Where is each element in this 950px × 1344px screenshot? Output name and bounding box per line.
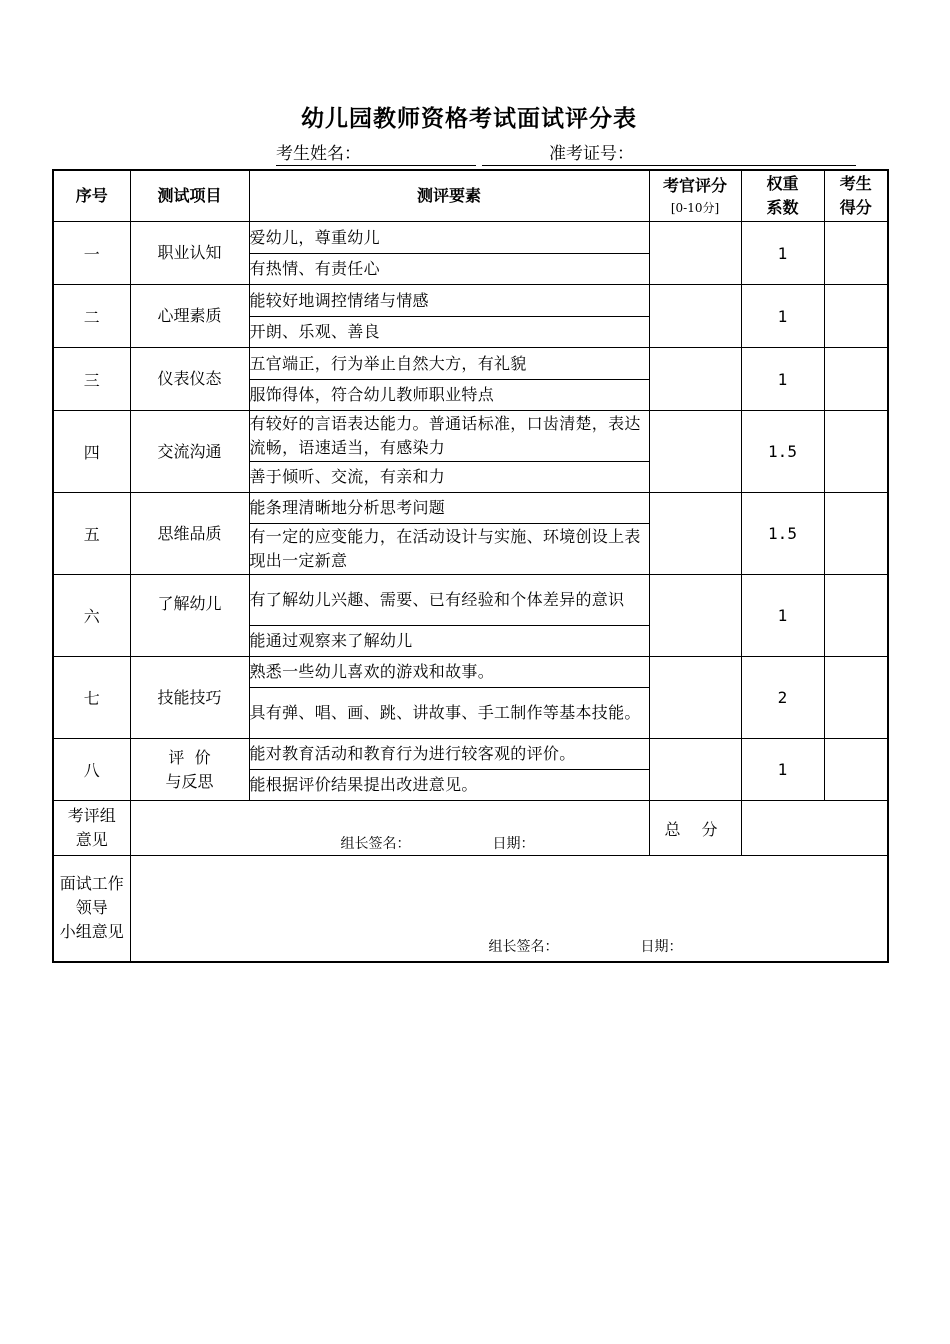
row-weight: 1.5 [741,411,824,493]
page-title: 幼儿园教师资格考试面试评分表 [301,106,637,132]
examiner-score-cell[interactable] [649,493,741,575]
header-weight-line1: 权重 [766,174,799,193]
header-weight-line2: 系数 [766,198,799,217]
candidate-name-field[interactable] [276,143,476,166]
header-weight [741,170,824,222]
table-row [53,657,888,688]
row-seq: 二 [53,285,130,348]
examiner-score-cell[interactable] [649,348,741,411]
table-row [53,222,888,254]
row-item: 职业认知 [130,222,249,285]
header-candidate-score [824,170,888,222]
review-group-row [53,801,888,856]
total-score-cell[interactable] [741,801,888,856]
row-item: 思维品质 [130,493,249,575]
examiner-score-cell[interactable] [649,222,741,285]
table-row [53,348,888,380]
table-row [53,575,888,626]
row-requirement: 开朗、乐观、善良 [249,317,649,348]
row-weight: 1 [741,348,824,411]
header-examiner-score-label: 考官评分 [662,176,727,195]
table-row [53,493,888,524]
row-seq: 六 [53,575,130,657]
row-item-line1: 评 价 [168,747,211,767]
candidate-score-cell[interactable] [824,348,888,411]
candidate-score-cell[interactable] [824,739,888,801]
candidate-score-cell[interactable] [824,657,888,739]
table-row [53,285,888,317]
leadership-group-sign-label: 组长签名： [488,939,559,956]
row-requirement: 服饰得体，符合幼儿教师职业特点 [249,380,649,411]
row-weight: 1.5 [741,493,824,575]
row-weight: 1 [741,739,824,801]
row-seq: 五 [53,493,130,575]
header-candidate-score-line2: 得分 [839,198,872,217]
row-weight: 1 [741,285,824,348]
leadership-group-label-line3: 小组意见 [59,922,124,942]
row-item: 技能技巧 [130,657,249,739]
leadership-group-opinion-field[interactable] [130,856,888,962]
row-weight: 1 [741,222,824,285]
candidate-score-cell[interactable] [824,222,888,285]
examiner-score-cell[interactable] [649,575,741,657]
row-item: 了解幼儿 [130,575,249,657]
row-requirement: 五官端正，行为举止自然大方，有礼貌 [249,348,649,380]
row-requirement: 有较好的言语表达能力。普通话标准，口齿清楚，表达流畅，语速适当，有感染力 [249,411,649,462]
table-row [53,739,888,770]
row-requirement: 有了解幼儿兴趣、需要、已有经验和个体差异的意识 [249,575,649,626]
row-seq: 三 [53,348,130,411]
leadership-group-date-label: 日期： [640,939,683,956]
row-item: 仪表仪态 [130,348,249,411]
header-row [53,170,888,222]
row-requirement: 善于倾听、交流，有亲和力 [249,462,649,493]
row-item: 心理素质 [130,285,249,348]
row-weight: 2 [741,657,824,739]
row-seq: 一 [53,222,130,285]
row-requirement: 有热情、有责任心 [249,254,649,285]
leadership-group-label-line1: 面试工作 [59,874,124,894]
row-requirement: 具有弹、唱、画、跳、讲故事、手工制作等基本技能。 [249,688,649,739]
row-requirement: 熟悉一些幼儿喜欢的游戏和故事。 [249,657,649,688]
row-seq: 八 [53,739,130,801]
review-group-opinion-field[interactable] [130,801,649,856]
header-requirements: 测评要素 [249,170,649,222]
row-item-line2: 与反思 [165,771,214,791]
row-requirement: 能较好地调控情绪与情感 [249,285,649,317]
examiner-score-cell[interactable] [649,411,741,493]
examiner-score-cell[interactable] [649,739,741,801]
header-examiner-score [649,170,741,222]
candidate-score-cell[interactable] [824,575,888,657]
header-seq: 序号 [53,170,130,222]
candidate-score-cell[interactable] [824,493,888,575]
examiner-score-cell[interactable] [649,657,741,739]
review-group-label-line2: 意见 [75,830,108,849]
review-group-sign-label: 组长签名： [340,835,411,852]
leadership-group-label [53,856,130,962]
table-row [53,411,888,462]
score-table [52,169,889,963]
row-weight: 1 [741,575,824,657]
candidate-score-cell[interactable] [824,411,888,493]
review-group-label-line1: 考评组 [67,806,116,825]
leadership-group-label-line2: 领导 [75,898,108,918]
row-requirement: 有一定的应变能力，在活动设计与实施、环境创设上表现出一定新意 [249,524,649,575]
header-item: 测试项目 [130,170,249,222]
row-requirement: 能通过观察来了解幼儿 [249,626,649,657]
row-seq: 七 [53,657,130,739]
total-score-label: 总 分 [649,801,741,856]
row-seq: 四 [53,411,130,493]
candidate-id-label: 准考证号： [549,144,634,164]
row-requirement: 爱幼儿，尊重幼儿 [249,222,649,254]
row-requirement: 能条理清晰地分析思考问题 [249,493,649,524]
row-requirement: 能对教育活动和教育行为进行较客观的评价。 [249,739,649,770]
review-group-label [53,801,130,856]
leadership-group-row [53,856,888,962]
candidate-id-field[interactable] [482,143,856,166]
review-group-date-label: 日期： [492,835,535,852]
candidate-score-cell[interactable] [824,285,888,348]
candidate-name-label: 考生姓名： [276,144,361,164]
examiner-score-cell[interactable] [649,285,741,348]
row-item [130,739,249,801]
row-item: 交流沟通 [130,411,249,493]
header-candidate-score-line1: 考生 [839,174,872,193]
row-requirement: 能根据评价结果提出改进意见。 [249,770,649,801]
header-examiner-score-range: [0-10分] [670,201,720,215]
